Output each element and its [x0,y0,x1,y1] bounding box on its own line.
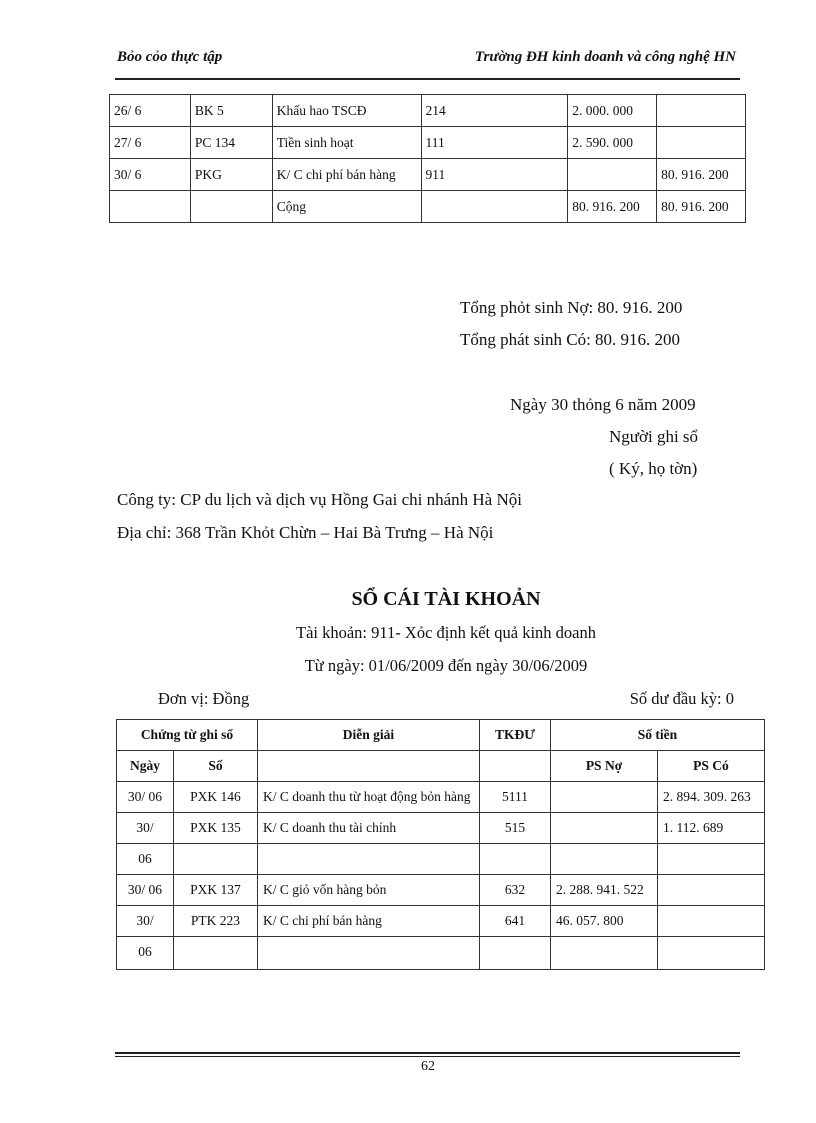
cell-account: 911 [421,159,568,191]
header-empty [258,751,480,782]
ledger-unit: Đơn vị: Đồng [158,689,250,708]
cell-date: 06 [117,844,174,875]
ledger-period: Từ ngày: 01/06/2009 đến ngày 30/06/2009 [304,656,588,675]
cell-voucher: PKG [190,159,272,191]
cell-description: Cộng [272,191,421,223]
cell-date: 26/ 6 [110,95,191,127]
table-row [117,813,765,844]
cell-description: K/ C doanh thu từ hoạt động bỏn hàng [258,782,480,813]
table-row [117,906,765,937]
header-amount: Số tiền [551,720,765,751]
cell-voucher: BK 5 [190,95,272,127]
cell-voucher: PTK 223 [174,906,258,937]
header-account: TKĐƯ [480,720,551,751]
cell-credit [658,875,765,906]
signer-note: ( Ký, họ tờn) [609,459,698,478]
cell-date: 30/ 06 [117,875,174,906]
cell-description: K/ C chi phí bán hàng [258,906,480,937]
table-header-row [117,720,765,751]
cell-credit: 1. 112. 689 [658,813,765,844]
cell-credit [658,937,765,970]
header-debit: PS Nợ [551,751,658,782]
table-row [117,782,765,813]
header-number: Số [174,751,258,782]
cell-debit: 2. 288. 941. 522 [551,875,658,906]
cell-debit: 80. 916. 200 [568,191,657,223]
cell-voucher [190,191,272,223]
cell-voucher: PXK 146 [174,782,258,813]
table-row [110,159,746,191]
ledger-account: Tài khoản: 911- Xỏc định kết quả kinh doanh [296,623,596,642]
cell-account [480,937,551,970]
cell-account [480,844,551,875]
cell-account: 515 [480,813,551,844]
table-row [117,875,765,906]
cell-voucher [174,937,258,970]
header-voucher: Chứng từ ghi sổ [117,720,258,751]
company-name: Công ty: CP du lịch và dịch vụ Hồng Gai chi nhánh Hà Nội [117,490,522,509]
table-row [117,844,765,875]
company-address: Địa chỉ: 368 Trần Khỏt Chừn – Hai Bà Trưng – Hà Nội [117,523,494,542]
cell-description: Khấu hao TSCĐ [272,95,421,127]
table-row [117,937,765,970]
cell-account: 641 [480,906,551,937]
header-empty [480,751,551,782]
ledger-title: SỔ CÁI TÀI KHOẢN [351,588,541,610]
cell-account: 111 [421,127,568,159]
cell-credit [658,906,765,937]
page-number: 62 [421,1059,435,1074]
cell-debit: 2. 590. 000 [568,127,657,159]
table-subheader-row [117,751,765,782]
header-divider [115,78,740,80]
cell-debit [551,813,658,844]
cell-date: 06 [117,937,174,970]
cell-voucher: PXK 137 [174,875,258,906]
cell-credit: 80. 916. 200 [657,191,746,223]
cell-date [110,191,191,223]
cell-date: 30/ [117,906,174,937]
table-row-total [110,191,746,223]
cell-description [258,937,480,970]
cell-voucher [174,844,258,875]
opening-balance: Số dư đầu kỳ: 0 [629,689,734,708]
cell-debit [551,937,658,970]
cell-debit: 2. 000. 000 [568,95,657,127]
cell-description: K/ C giỏ vốn hàng bỏn [258,875,480,906]
general-ledger-table [116,719,765,970]
cell-account: 214 [421,95,568,127]
signature-date: Ngày 30 thỏng 6 năm 2009 [510,395,696,414]
cell-account [421,191,568,223]
footer-divider-thin [115,1056,740,1057]
header-report-title: Bỏo cỏo thực tập [117,49,223,65]
cell-credit [657,127,746,159]
cell-debit [551,782,658,813]
cell-date: 30/ [117,813,174,844]
cell-account: 632 [480,875,551,906]
cell-voucher: PC 134 [190,127,272,159]
cell-voucher: PXK 135 [174,813,258,844]
cell-description: K/ C chi phí bán hàng [272,159,421,191]
cell-debit [551,844,658,875]
total-debit: Tổng phỏt sinh Nợ: 80. 916. 200 [460,298,683,317]
footer-divider [115,1052,740,1054]
cell-description [258,844,480,875]
cell-date: 30/ 06 [117,782,174,813]
expense-ledger-table [109,94,746,223]
total-credit: Tổng phát sinh Có: 80. 916. 200 [460,330,681,349]
cell-debit: 46. 057. 800 [551,906,658,937]
cell-account: 5111 [480,782,551,813]
table-row [110,127,746,159]
header-description: Diễn giải [258,720,480,751]
cell-debit [568,159,657,191]
cell-credit [657,95,746,127]
cell-description: K/ C doanh thu tài chính [258,813,480,844]
cell-date: 30/ 6 [110,159,191,191]
table-row [110,95,746,127]
cell-credit [658,844,765,875]
cell-credit: 2. 894. 309. 263 [658,782,765,813]
header-credit: PS Có [658,751,765,782]
cell-date: 27/ 6 [110,127,191,159]
cell-credit: 80. 916. 200 [657,159,746,191]
header-date: Ngày [117,751,174,782]
header-school-name: Trường ĐH kinh doanh và công nghệ HN [474,49,736,65]
cell-description: Tiền sinh hoạt [272,127,421,159]
signer-title: Người ghi sổ [609,427,699,446]
